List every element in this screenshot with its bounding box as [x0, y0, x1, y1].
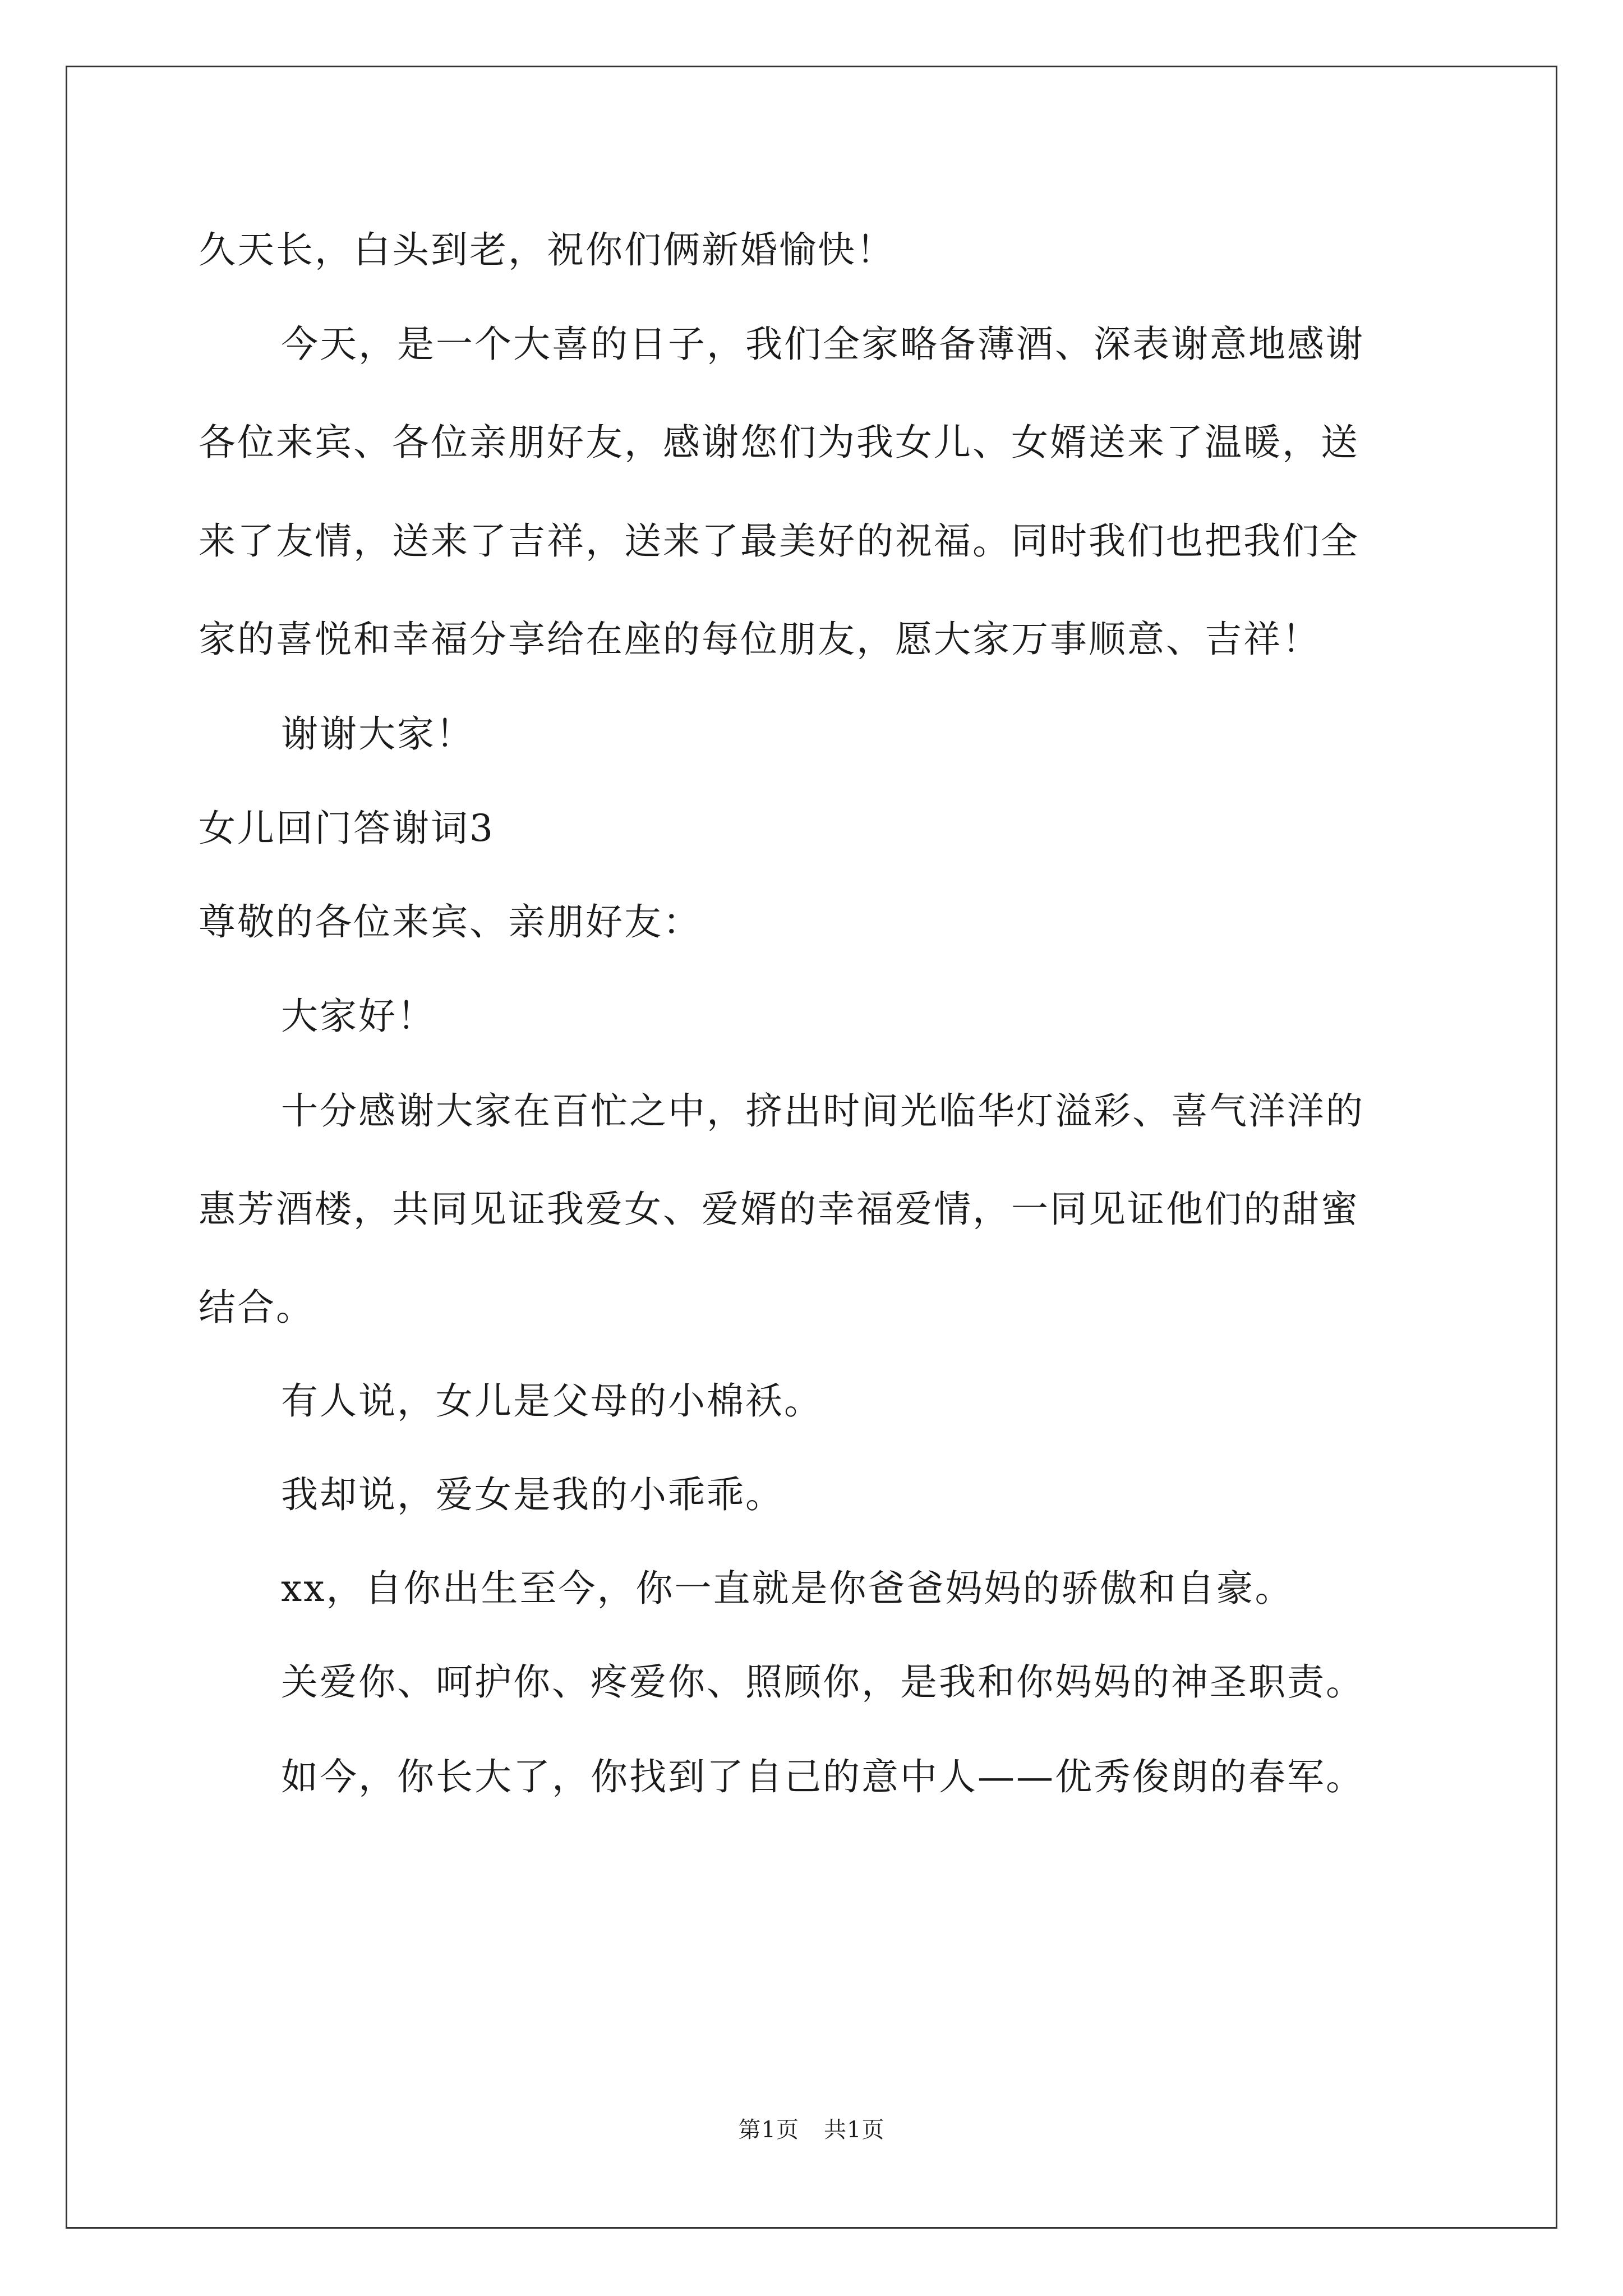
- text-line: 我却说，爱女是我的小乖乖。: [281, 1473, 784, 1516]
- text-line: xx，自你出生至今，你一直就是你爸爸妈妈的骄傲和自豪。: [281, 1567, 1294, 1610]
- text-line: 结合。: [199, 1286, 315, 1329]
- text-line: 久天长，白头到老，祝你们俩新婚愉快！: [199, 228, 895, 272]
- text-line: 十分感谢大家在百忙之中，挤出时间光临华灯溢彩、喜气洋洋的: [281, 1089, 1364, 1133]
- salutation: 尊敬的各位来宾、亲朋好友：: [199, 900, 702, 944]
- page-number: 第1页: [738, 2117, 799, 2143]
- text-line: 今天，是一个大喜的日子，我们全家略备薄酒、深表谢意地感谢: [281, 323, 1364, 366]
- page-total: 共1页: [824, 2117, 885, 2143]
- text-line: 谢谢大家！: [281, 712, 474, 756]
- text-line: 各位来宾、各位亲朋好友，感谢您们为我女儿、女婿送来了温暖，送: [199, 421, 1359, 464]
- text-line: 家的喜悦和幸福分享给在座的每位朋友，愿大家万事顺意、吉祥！: [199, 618, 1321, 661]
- text-line: 来了友情，送来了吉祥，送来了最美好的祝福。同时我们也把我们全: [199, 519, 1359, 563]
- section-heading: 女儿回门答谢词3: [199, 807, 495, 850]
- page-border: [66, 66, 1557, 2229]
- text-line: 惠芳酒楼，共同见证我爱女、爱婿的幸福爱情，一同见证他们的甜蜜: [199, 1188, 1359, 1231]
- page-footer: [0, 2116, 1623, 2144]
- text-line: 关爱你、呵护你、疼爱你、照顾你，是我和你妈妈的神圣职责。: [281, 1660, 1364, 1704]
- text-line: 如今，你长大了，你找到了自己的意中人——优秀俊朗的春军。: [281, 1755, 1364, 1798]
- text-line: 有人说，女儿是父母的小棉袄。: [281, 1379, 823, 1423]
- text-line: 大家好！: [281, 995, 436, 1038]
